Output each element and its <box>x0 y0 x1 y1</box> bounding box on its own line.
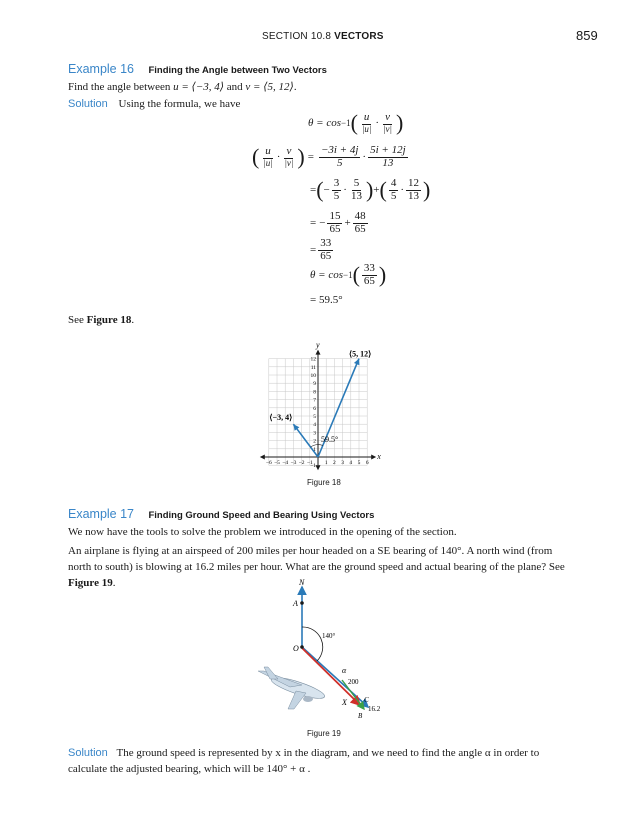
x-axis-arrow <box>371 455 376 460</box>
example17-title: Finding Ground Speed and Bearing Using Vectors <box>148 510 375 521</box>
den: 5 <box>390 189 397 202</box>
para2-end: . <box>112 577 116 589</box>
angle-label: 59.5° <box>321 435 339 445</box>
x-tick-label: −4 <box>282 460 289 466</box>
y-tick-label: 7 <box>313 397 316 404</box>
num: 5i + 12j <box>370 144 406 156</box>
inverse-sup: −1 <box>341 118 351 128</box>
y-tick-label: 5 <box>313 414 316 420</box>
label-alpha: α <box>342 666 347 675</box>
frac-v <box>381 112 394 134</box>
den: 5 <box>333 189 340 202</box>
den: |v| <box>284 157 294 168</box>
den: 13 <box>350 189 362 202</box>
frac-1 <box>319 145 360 169</box>
y-tick-label: −1 <box>310 463 316 470</box>
equals: = <box>310 184 317 197</box>
u-vector-label: ⟨−3, 4⟩ <box>269 413 293 423</box>
num: 48 <box>354 210 366 222</box>
x-tick-label: −1 <box>306 460 313 466</box>
paren-open: ( <box>379 177 387 203</box>
solution-label: Solution <box>68 747 108 759</box>
x-tick-label: 1 <box>324 460 328 466</box>
y-axis-label: y <box>316 340 320 350</box>
num: −3i + 4j <box>320 144 359 156</box>
num: 5 <box>353 177 360 189</box>
y-tick-label: 9 <box>313 381 316 388</box>
x-tick-label: −3 <box>290 460 297 466</box>
u-vector: u = ⟨−3, 4⟩ <box>173 81 225 93</box>
den: 65 <box>354 222 366 235</box>
plus: + <box>344 217 351 230</box>
num: 3 <box>333 177 340 189</box>
y-axis-arrow-neg <box>316 465 321 470</box>
num: 12 <box>407 177 419 189</box>
paren-open: ( <box>352 262 360 288</box>
example16-prompt <box>68 79 297 95</box>
num: 33 <box>320 237 332 249</box>
label-o: O <box>293 644 299 653</box>
den: 13 <box>382 156 394 169</box>
den: 5 <box>336 156 343 169</box>
x-tick-label: 6 <box>365 460 369 466</box>
example16-solution <box>68 96 240 112</box>
prompt-text: Find the angle between <box>68 81 174 93</box>
frac-3a <box>332 178 342 202</box>
label-x: X <box>342 698 347 707</box>
frac-6 <box>362 263 377 287</box>
x-tick-label: 5 <box>357 460 361 466</box>
figure-18-plot <box>248 325 398 475</box>
solution-text: Using the formula, we have <box>118 98 241 110</box>
den: 65 <box>320 249 332 262</box>
eq-line-4 <box>310 211 370 235</box>
den: 13 <box>407 189 419 202</box>
equals: = <box>310 244 317 257</box>
para2-figure-ref: Figure 19 <box>68 577 113 589</box>
minus: − <box>323 184 330 197</box>
point-a <box>300 601 304 605</box>
prompt-end: . <box>293 81 297 93</box>
label-b: B <box>358 712 363 720</box>
frac-4b <box>353 211 368 235</box>
paren-open: ( <box>316 177 324 203</box>
figure-19-diagram <box>250 575 400 725</box>
point-o <box>300 645 304 649</box>
y-axis-arrow <box>316 350 321 355</box>
den: 65 <box>363 274 375 287</box>
example17-solution <box>68 745 573 777</box>
y-tick-label: 1 <box>313 446 316 453</box>
paren-close: ) <box>297 144 305 170</box>
x-tick-label: −2 <box>298 460 305 466</box>
eq-line-2 <box>252 145 410 169</box>
eq-result: = 59.5° <box>310 294 343 306</box>
label-140: 140° <box>322 632 336 640</box>
frac-3c <box>389 178 399 202</box>
example16-label: Example 16 <box>68 62 135 76</box>
frac-3b <box>349 178 364 202</box>
airplane-icon <box>258 667 326 709</box>
paren-open: ( <box>252 144 260 170</box>
theta-cos: θ = cos <box>308 117 341 129</box>
frac-u <box>360 112 373 134</box>
example16-title: Finding the Angle between Two Vectors <box>148 65 327 76</box>
dot: · <box>375 117 380 129</box>
v-vector-label: ⟨5, 12⟩ <box>349 349 372 359</box>
section-prefix: SECTION 10.8 <box>262 31 335 42</box>
plus: + <box>373 184 380 197</box>
den: |u| <box>263 157 273 168</box>
y-tick-label: 8 <box>313 389 316 396</box>
theta-cos: θ = cos <box>310 269 343 282</box>
eq-line-1 <box>308 112 403 134</box>
example17-label: Example 17 <box>68 507 135 521</box>
v-vector: v = ⟨5, 12⟩ <box>245 81 294 93</box>
dot: · <box>343 184 347 197</box>
frac-v <box>282 146 295 168</box>
num: v <box>385 111 390 123</box>
see-figure-ref: Figure 18 <box>86 314 132 326</box>
example17-para1: We now have the tools to solve the problem we introduced in the opening of the section. <box>68 526 457 538</box>
dot: · <box>276 151 281 164</box>
paren-close: ) <box>378 262 387 288</box>
x-axis-label: x <box>377 452 381 461</box>
solution-text: The ground speed is represented by x in the diagram, and we need to find the angle α in order to calculate the adjusted bearing, which will be 140° + α . <box>68 747 540 775</box>
x-tick-label: 2 <box>333 460 336 466</box>
paren-close: ) <box>422 177 431 203</box>
num: 4 <box>390 177 397 189</box>
y-tick-label: 4 <box>313 422 316 429</box>
example17-heading <box>68 505 374 523</box>
x-tick-label: 4 <box>349 460 353 466</box>
page-number: 859 <box>576 28 598 43</box>
see-prefix: See <box>68 314 87 326</box>
num: 15 <box>329 210 341 222</box>
den: |u| <box>361 123 372 134</box>
see-suffix: . <box>131 314 135 326</box>
y-tick-label: 6 <box>313 405 316 412</box>
paren-open: ( <box>350 110 358 135</box>
frac-3d <box>406 178 421 202</box>
den: 65 <box>329 222 341 235</box>
label-a: A <box>293 599 298 608</box>
num: u <box>363 111 370 123</box>
para2-text: An airplane is flying at an airspeed of 200 miles per hour headed on a SE bearing of 140°. A north wind (from north to south) is blowing at 16.2 miles per hour. What are the ground speed and actual bearing of the plane? See <box>68 545 565 573</box>
running-header <box>262 31 384 42</box>
label-n: N <box>299 578 305 587</box>
minus: − <box>319 217 326 230</box>
dot: · <box>362 151 367 164</box>
x-tick-label: 3 <box>341 460 344 466</box>
y-tick-label: 10 <box>310 373 316 379</box>
eq-line-3 <box>310 178 430 202</box>
label-c: C <box>364 696 369 704</box>
y-tick-label: 3 <box>313 430 316 437</box>
y-tick-label: 2 <box>313 438 316 445</box>
frac-u <box>261 146 274 168</box>
paren-close: ) <box>395 110 404 135</box>
example16-heading <box>68 60 327 78</box>
section-title: VECTORS <box>334 31 384 42</box>
see-figure-18 <box>68 312 134 328</box>
frac-4a <box>327 211 342 235</box>
prompt-and: and <box>224 81 246 93</box>
y-tick-label: 12 <box>310 356 316 363</box>
figure-18-caption: Figure 18 <box>307 478 341 487</box>
num: u <box>265 145 271 158</box>
frac-5 <box>318 238 333 262</box>
x-axis-arrow-neg <box>260 455 265 460</box>
den: |v| <box>383 123 392 134</box>
num: 33 <box>363 262 375 274</box>
label-wind: 16.2 <box>368 705 381 713</box>
equals: = <box>310 217 317 230</box>
axes <box>260 350 376 471</box>
inverse-sup: −1 <box>343 270 353 281</box>
label-200: 200 <box>348 678 359 686</box>
frac-2 <box>368 145 408 169</box>
num: v <box>286 145 292 158</box>
paren-close: ) <box>365 177 374 203</box>
eq-line-6 <box>310 263 386 287</box>
eq-line-5 <box>310 238 335 262</box>
dot: · <box>400 184 404 197</box>
y-tick-label: 11 <box>310 364 316 371</box>
solution-label: Solution <box>68 98 108 110</box>
figure-19-caption: Figure 19 <box>307 729 341 738</box>
x-tick-label: −6 <box>265 460 272 466</box>
x-tick-label: −5 <box>274 460 280 466</box>
equals: = <box>307 151 314 164</box>
